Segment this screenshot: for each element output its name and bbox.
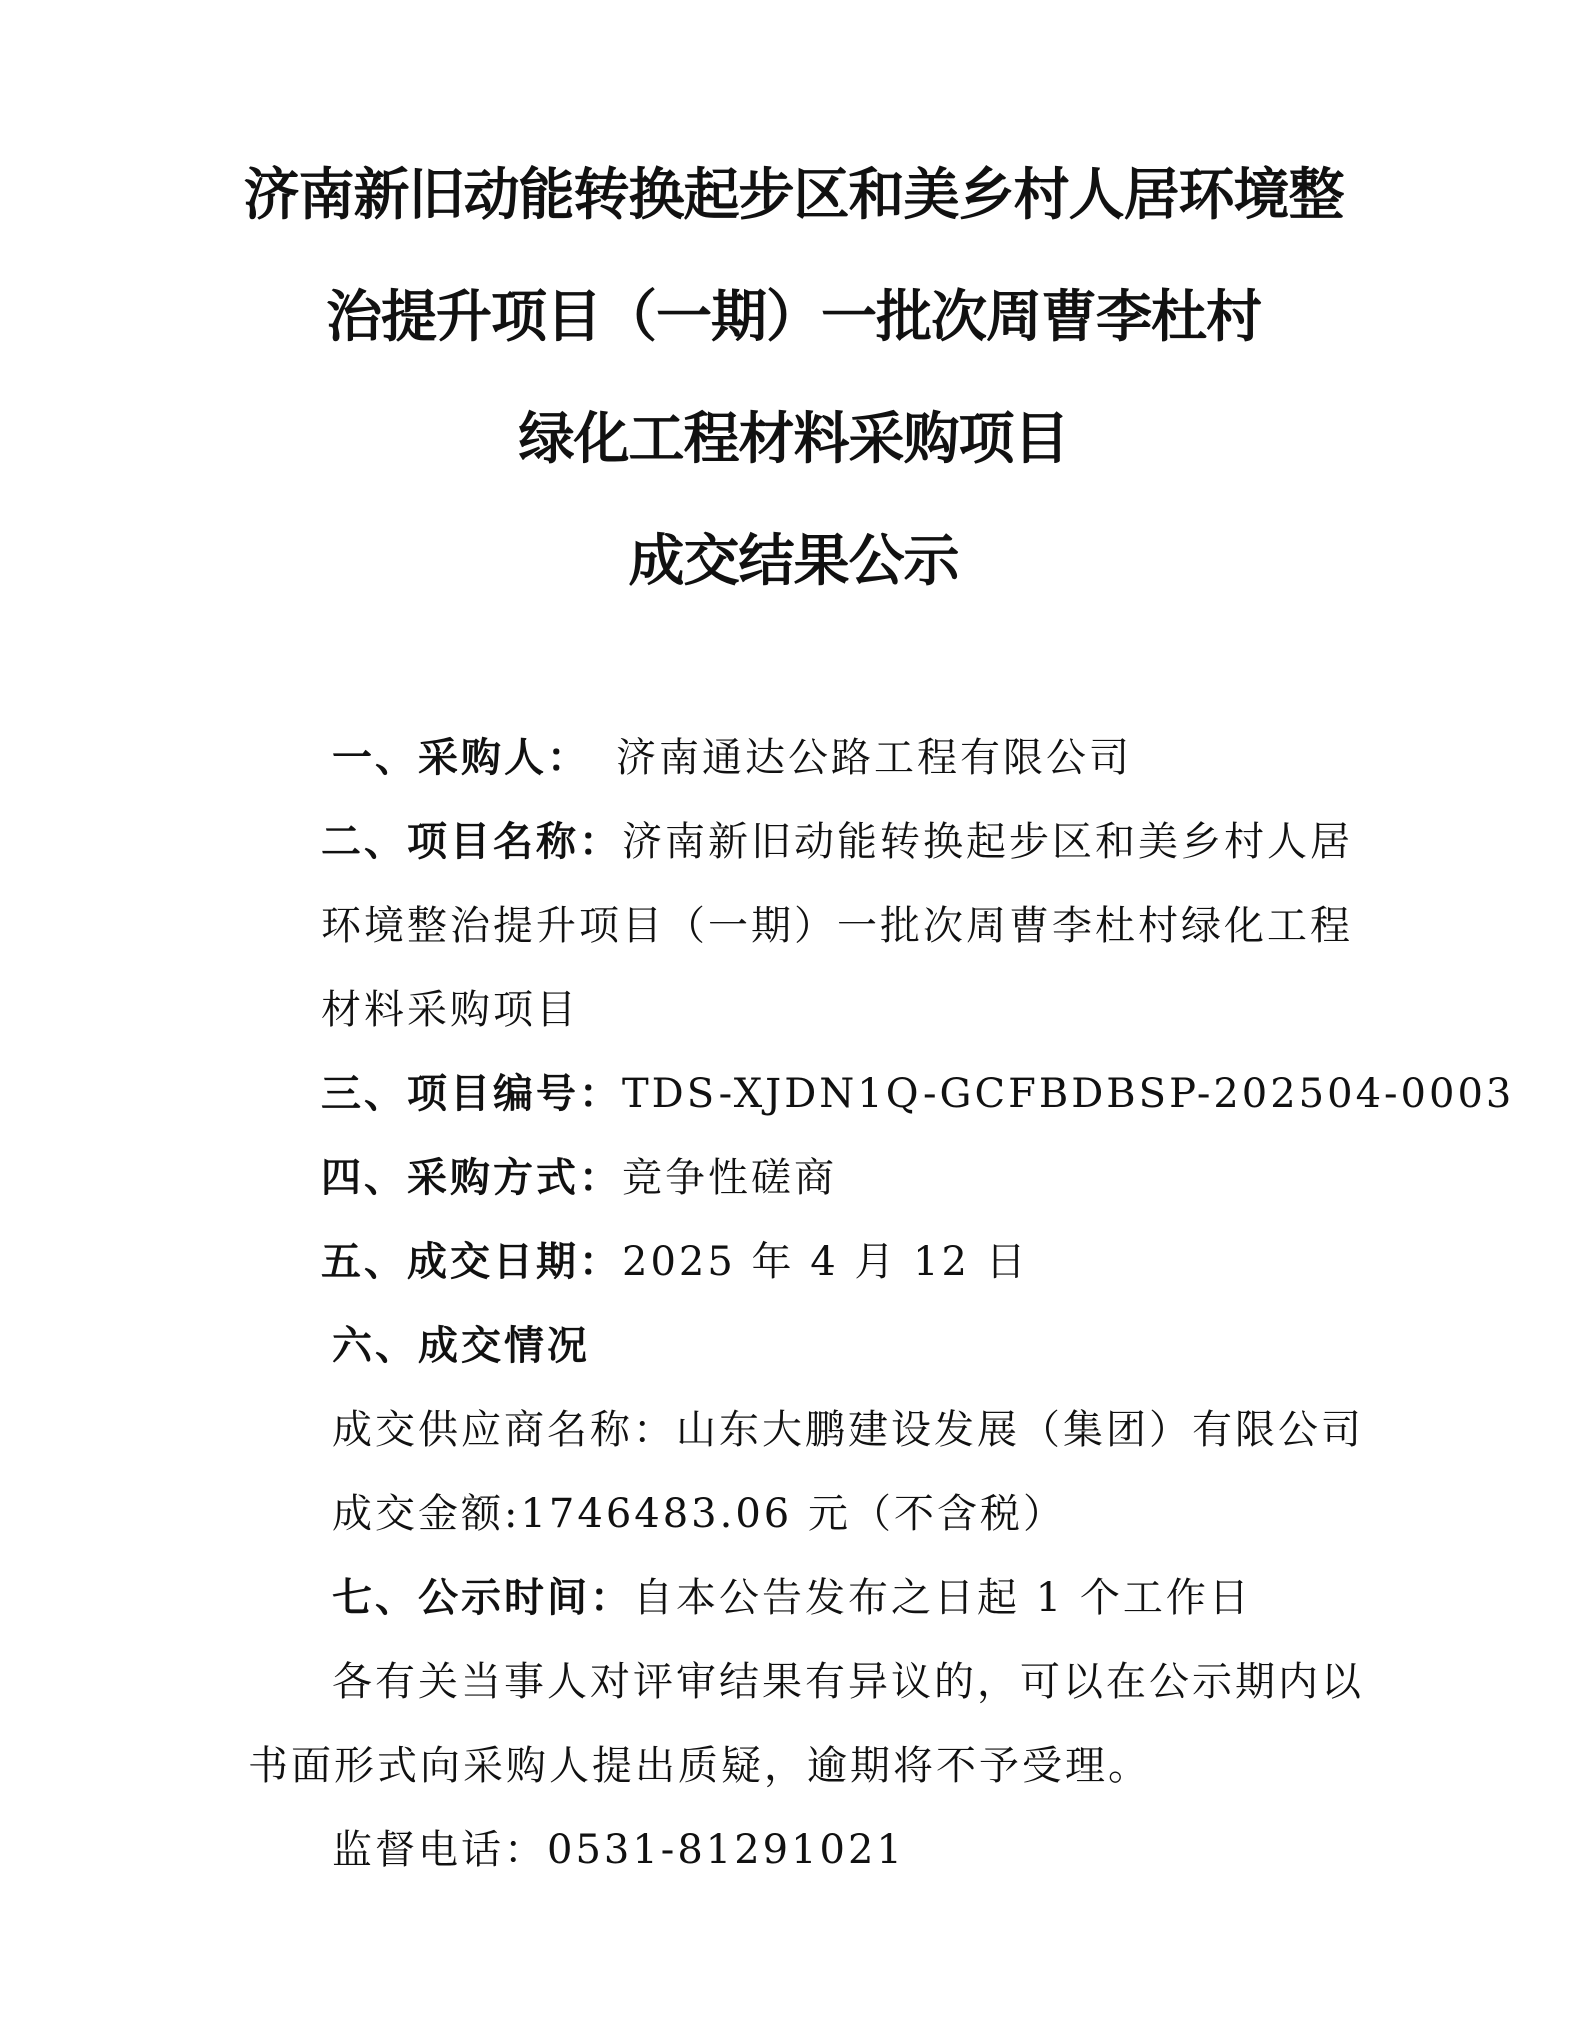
- project-name-value-line-2: 环境整治提升项目（一期）一批次周曹李杜村绿化工程: [321, 903, 1353, 949]
- project-name-value-line-3: 材料采购项目: [321, 987, 579, 1033]
- deal-date-value: 2025 年 4 月 12 日: [622, 1239, 1029, 1285]
- project-number-value: TDS-XJDN1Q-GCFBDBSP-202504-0003: [622, 1071, 1515, 1117]
- supplier-value: 山东大鹏建设发展（集团）有限公司: [676, 1407, 1364, 1453]
- purchaser-label: 一、采购人：: [332, 734, 590, 781]
- announcement-period-label: 七、公示时间：: [332, 1574, 633, 1621]
- page-title-line-1: 济南新旧动能转换起步区和美乡村人居环境整: [243, 162, 1344, 228]
- announcement-period-value: 自本公告发布之日起 1 个工作日: [633, 1575, 1252, 1621]
- project-number-label: 三、项目编号：: [321, 1070, 622, 1117]
- objection-notice-line-1: 各有关当事人对评审结果有异议的，可以在公示期内以: [332, 1659, 1364, 1705]
- deal-amount-value: 1746483.06 元（不含税）: [520, 1491, 1066, 1537]
- procurement-method-row: [321, 1150, 837, 1206]
- project-name-label: 二、项目名称：: [321, 818, 622, 865]
- deal-situation-heading: 六、成交情况: [332, 1322, 590, 1369]
- objection-notice-line-2: 书面形式向采购人提出质疑，逾期将不予受理。: [248, 1743, 1151, 1789]
- page-title-line-2: 治提升项目（一期）一批次周曹李杜村: [326, 284, 1261, 350]
- procurement-method-label: 四、采购方式：: [321, 1154, 622, 1201]
- announcement-period-row: [332, 1570, 1252, 1626]
- purchaser-value: 济南通达公路工程有限公司: [616, 735, 1132, 781]
- supplier-row: [332, 1402, 1364, 1458]
- purchaser-row: [332, 730, 1132, 786]
- project-name-value-line-1: 济南新旧动能转换起步区和美乡村人居: [622, 819, 1353, 865]
- supervision-phone-row: [332, 1822, 905, 1878]
- deal-amount-label: 成交金额:: [332, 1491, 521, 1537]
- page-title-line-4: 成交结果公示: [628, 528, 959, 594]
- supplier-label: 成交供应商名称：: [332, 1407, 676, 1453]
- deal-date-row: [321, 1234, 1029, 1290]
- supervision-phone-value: 0531-81291021: [547, 1827, 905, 1873]
- supervision-phone-label: 监督电话：: [332, 1827, 547, 1873]
- deal-date-label: 五、成交日期：: [321, 1238, 622, 1285]
- procurement-method-value: 竞争性磋商: [622, 1155, 837, 1201]
- project-name-row: [321, 814, 1353, 870]
- deal-amount-row: [332, 1486, 1066, 1542]
- page-title-line-3: 绿化工程材料采购项目: [518, 406, 1069, 472]
- project-number-row: [321, 1066, 1514, 1122]
